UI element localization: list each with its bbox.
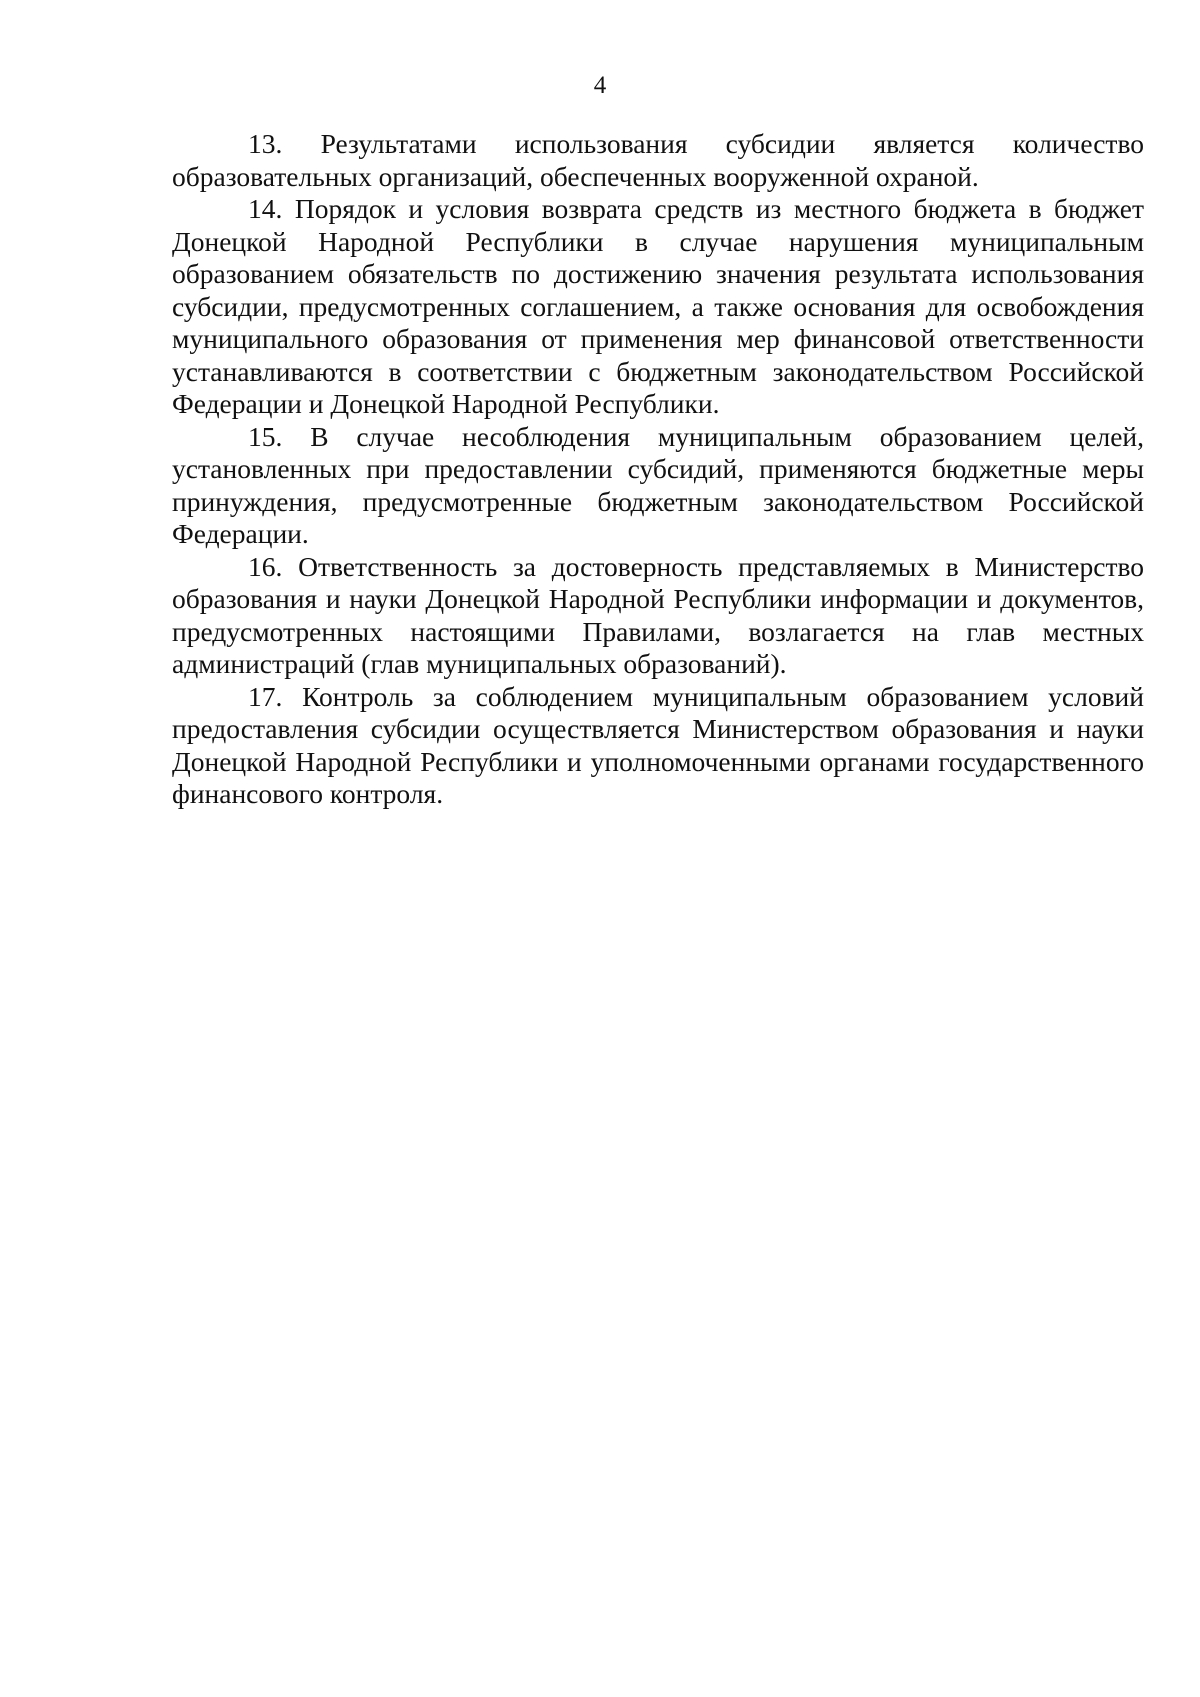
paragraph-13 bbox=[172, 128, 1144, 193]
paragraph-number: 15. bbox=[248, 420, 283, 452]
paragraph-text: Результатами использования субсидии является количество образовательных организаций, обеспеченных вооруженной охраной. bbox=[172, 128, 1144, 192]
paragraph-number: 16. bbox=[248, 550, 283, 582]
paragraph-text: Порядок и условия возврата средств из местного бюджета в бюджет Донецкой Народной Республики в случае нарушения муниципальным образованием обязательств по достижению значения результата использования субсидии, предусмотренных соглашением, а также основания для освобождения муниципального образования от применения мер финансовой ответственности устанавливаются в соответствии с бюджетным законодательством Российской Федерации и Донецкой Народной Республики. bbox=[172, 193, 1145, 419]
paragraph-16 bbox=[172, 551, 1144, 681]
paragraph-14 bbox=[172, 193, 1144, 421]
paragraph-number: 17. bbox=[248, 680, 283, 712]
page-number: 4 bbox=[593, 72, 607, 99]
paragraph-15 bbox=[172, 421, 1144, 551]
paragraph-text: В случае несоблюдения муниципальным образованием целей, установленных при предоставлении субсидий, применяются бюджетные меры принуждения, предусмотренные бюджетным законодательством Российской Федерации. bbox=[172, 420, 1145, 549]
paragraph-text: Контроль за соблюдением муниципальным образованием условий предоставления субсидии осуществляется Министерством образования и науки Донецкой Народной Республики и уполномоченными органами государственного финансового контроля. bbox=[172, 680, 1144, 809]
paragraph-text: Ответственность за достоверность представляемых в Министерство образования и науки Донецкой Народной Республики информации и документов, предусмотренных настоящими Правилами, возлагается на глав местных администраций (глав муниципальных образований). bbox=[172, 550, 1145, 679]
paragraph-number: 13. bbox=[248, 128, 283, 159]
paragraph-17 bbox=[172, 681, 1144, 811]
paragraph-number: 14. bbox=[248, 193, 283, 224]
document-body bbox=[172, 128, 1144, 811]
